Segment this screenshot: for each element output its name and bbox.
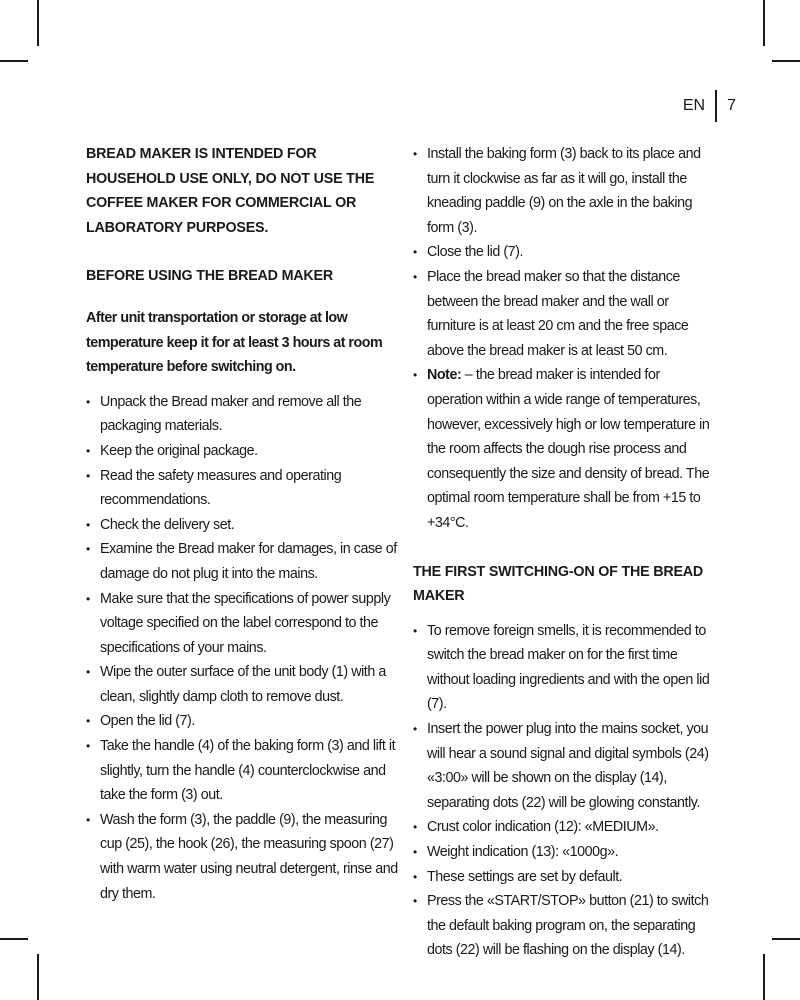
section-title-before-using: BEFORE USING THE BREAD MAKER [86, 268, 333, 285]
bullet-icon: • [413, 722, 417, 737]
crop-mark [0, 60, 28, 62]
list-item-text: Place the bread maker so that the distance between the bread maker and the wall or furniture is at least 20 cm and the free space above the bread maker is at least 50 cm. [427, 268, 689, 359]
section-title-first-switching-on: THE FIRST SWITCHING-ON OF THE BREAD MAKER [413, 563, 704, 605]
list-item [86, 660, 406, 709]
bullet-icon: • [86, 468, 90, 483]
bullet-icon: • [86, 812, 90, 827]
bullet-icon: • [413, 845, 417, 860]
bullet-icon: • [413, 869, 417, 884]
list-item-text: Check the delivery set. [100, 516, 235, 533]
crop-mark [37, 0, 39, 46]
crop-mark [0, 938, 28, 940]
bullet-icon: • [86, 517, 90, 532]
list-item [86, 439, 406, 464]
list-item [86, 709, 406, 734]
bullet-icon: • [86, 739, 90, 754]
list-item [413, 889, 710, 963]
list-item-text: Make sure that the specifications of power supply voltage specified on the label correspond to the specifications of your mains. [100, 590, 391, 656]
bullet-icon: • [86, 714, 90, 729]
bullet-icon: • [413, 820, 417, 835]
list-item [413, 240, 710, 265]
list-item-text: Keep the original package. [100, 442, 258, 459]
bullet-icon: • [413, 894, 417, 909]
list-item [413, 619, 710, 717]
list-item-text: Open the lid (7). [100, 713, 195, 730]
list-item [86, 390, 406, 439]
list-item [86, 734, 406, 808]
list-item [86, 537, 406, 586]
list-item [86, 464, 406, 513]
list-item-text: These settings are set by default. [427, 868, 623, 885]
list-item [86, 587, 406, 661]
page-number: 7 [727, 97, 736, 114]
list-item-text: Read the safety measures and operating recommendations. [100, 467, 342, 509]
list-item-text: To remove foreign smells, it is recommended to switch the bread maker on for the first time without loading ingredients and with the open lid (7). [427, 622, 710, 713]
list-item-text: Unpack the Bread maker and remove all the packaging materials. [100, 393, 362, 435]
list-item-text: Take the handle (4) of the baking form (3) and lift it slightly, turn the handle (4) counterclockwise and take the form (3) out. [100, 738, 396, 804]
list-item-text: Examine the Bread maker for damages, in case of damage do not plug it into the mains. [100, 541, 397, 582]
crop-mark [772, 60, 800, 62]
bullet-icon: • [86, 665, 90, 680]
list-item [413, 142, 710, 240]
note-text: – the bread maker is intended for operation within a wide range of temperatures, however, excessively high or low temperature in the room affects the dough rise process and consequently the size and density of bread. The optimal room temperature shall be from +15 to +34°C. [427, 367, 710, 531]
list-item-text: Close the lid (7). [427, 244, 523, 261]
list-item-text: Install the baking form (3) back to its place and turn it clockwise as far as it will go, install the kneading paddle (9) on the axle in the baking form (3). [427, 146, 701, 236]
before-using-list [86, 390, 406, 906]
bullet-icon: • [86, 542, 90, 557]
crop-mark [763, 954, 765, 1000]
list-item-text: Wash the form (3), the paddle (9), the measuring cup (25), the hook (26), the measuring spoon (27) with warm water using neutral detergent, rinse and dry them. [100, 811, 398, 902]
list-item-text: Crust color indication (12): «MEDIUM». [427, 819, 659, 836]
list-item [413, 265, 710, 363]
language-code: EN [682, 97, 706, 114]
list-item-text: Weight indication (13): «1000g». [427, 844, 619, 861]
household-warning: BREAD MAKER IS INTENDED FOR HOUSEHOLD USE ONLY, DO NOT USE THE COFFEE MAKER FOR COMMERCIAL OR LABORATORY PURPOSES. [86, 146, 375, 236]
bullet-icon: • [413, 623, 417, 638]
list-item [86, 513, 406, 538]
bullet-icon: • [86, 591, 90, 606]
bullet-icon: • [413, 368, 417, 383]
note-item [413, 363, 710, 535]
right-column [413, 142, 710, 963]
list-item-text: Wipe the outer surface of the unit body (1) with a clean, slightly damp cloth to remove dust. [100, 664, 386, 705]
page-header [683, 90, 736, 122]
bullet-icon: • [86, 443, 90, 458]
list-item [413, 865, 710, 890]
list-item [86, 808, 406, 906]
list-item-text: Insert the power plug into the mains socket, you will hear a sound signal and digital symbols (24) «3:00» will be shown on the display (14), separating dots (22) will be glowing constantly. [427, 721, 709, 811]
left-column [86, 142, 406, 906]
list-item [413, 840, 710, 865]
crop-mark [772, 938, 800, 940]
header-divider [715, 90, 717, 122]
bullet-icon: • [86, 394, 90, 409]
list-item [413, 815, 710, 840]
transport-warning: After unit transportation or storage at low temperature keep it for at least 3 hours at room temperature before switching on. [86, 309, 383, 376]
note-label: Note: [427, 367, 462, 384]
list-item-text: Press the «START/STOP» button (21) to switch the default baking program on, the separating dots (22) will be flashing on the display (14). [427, 893, 709, 959]
crop-mark [763, 0, 765, 46]
setup-list [413, 142, 710, 536]
bullet-icon: • [413, 269, 417, 284]
crop-mark [37, 954, 39, 1000]
first-switching-on-list [413, 619, 710, 963]
list-item [413, 717, 710, 815]
bullet-icon: • [413, 147, 417, 161]
bullet-icon: • [413, 245, 417, 260]
